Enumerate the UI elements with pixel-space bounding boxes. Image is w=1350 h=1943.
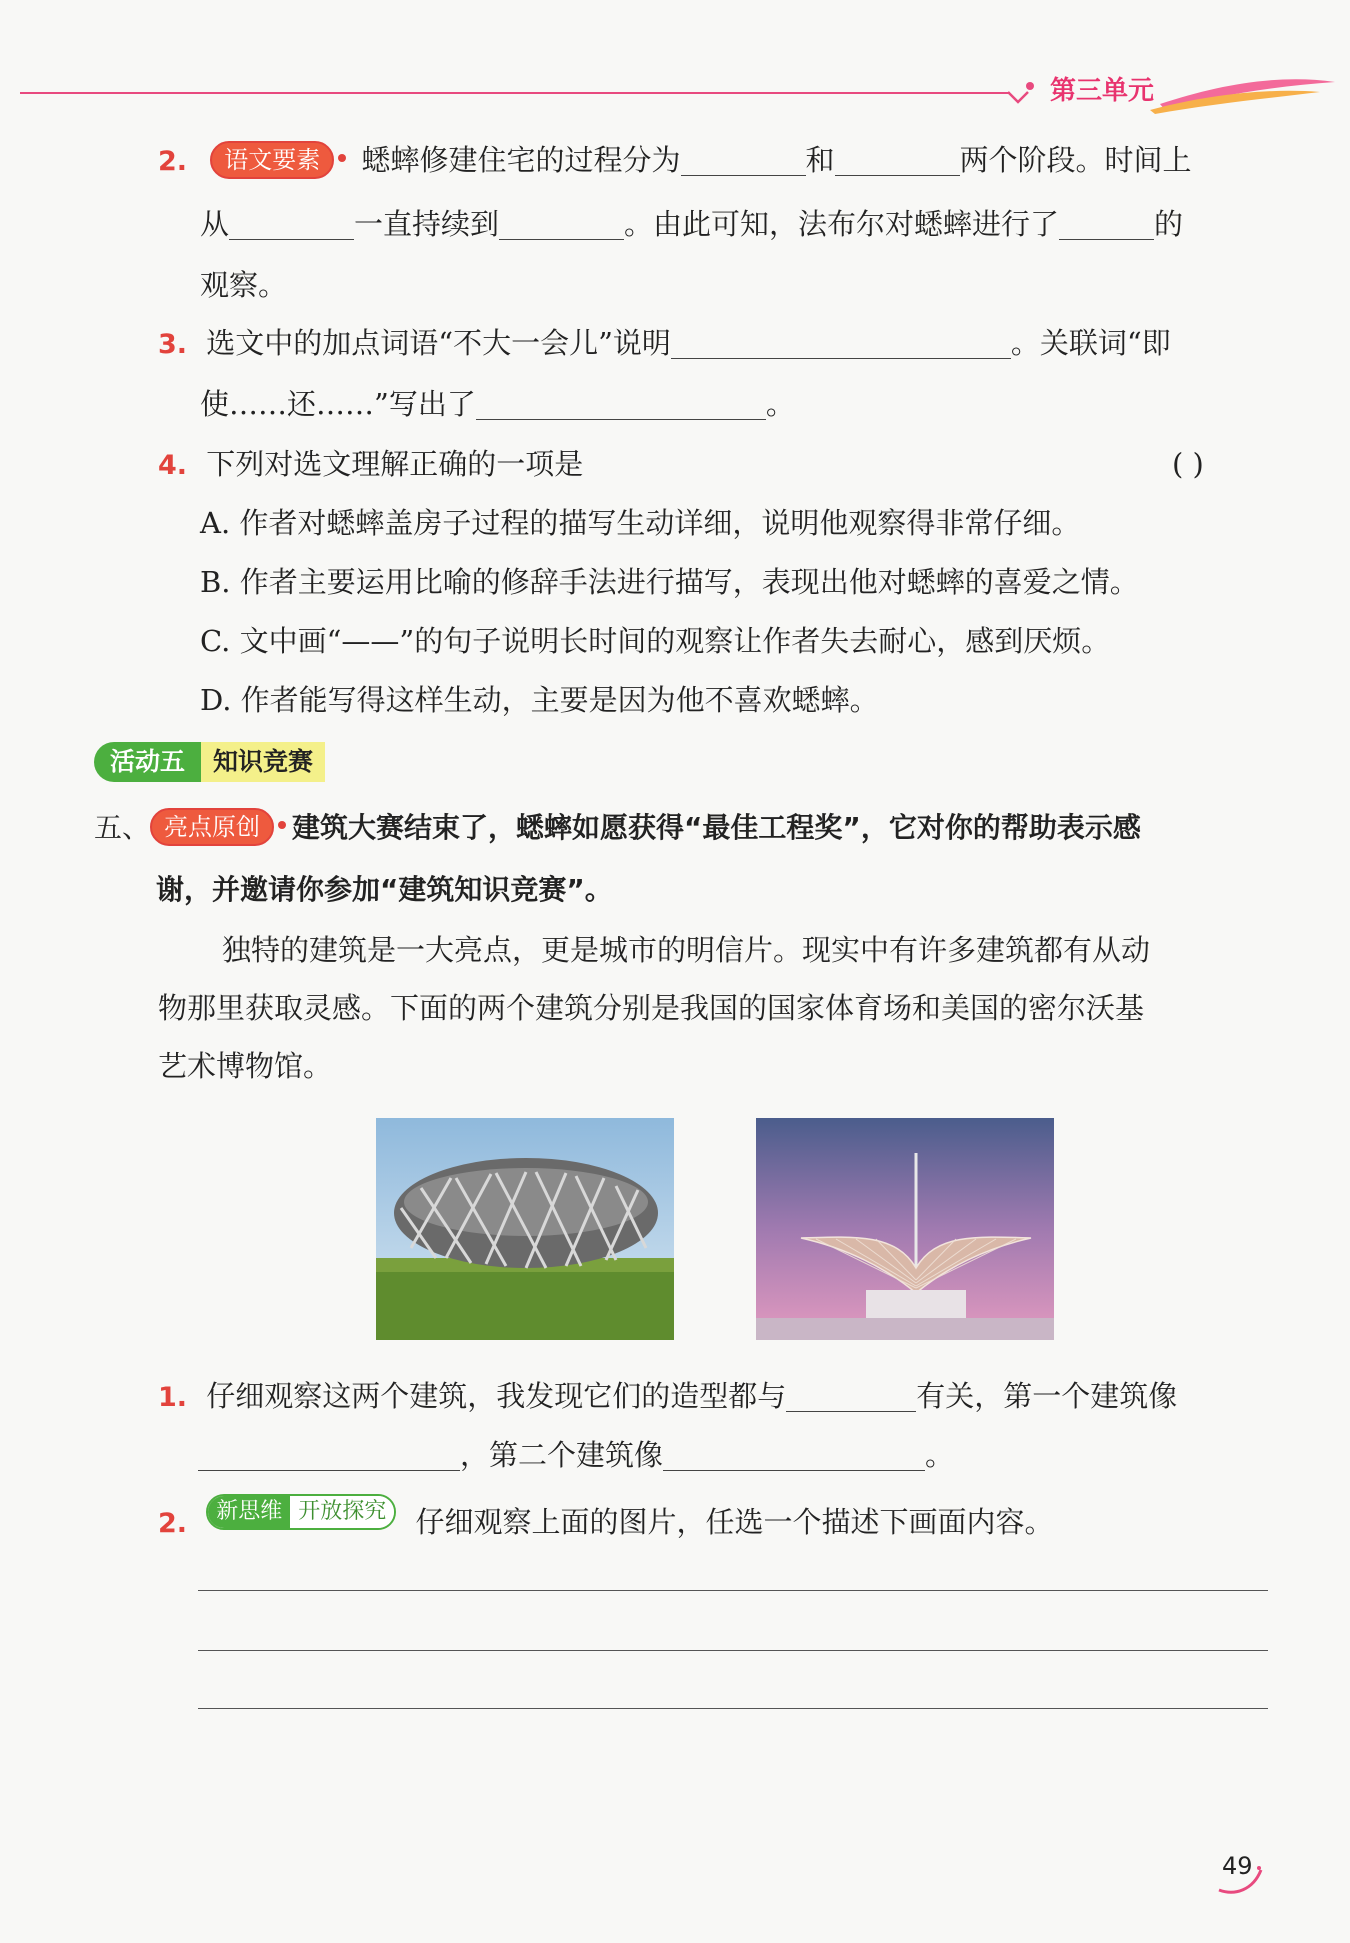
- q2-line2: [200, 204, 1183, 244]
- s5q1-line2: [198, 1435, 954, 1475]
- unit-title: 第三单元: [1050, 76, 1155, 106]
- q3-blank2[interactable]: [476, 389, 766, 420]
- activity-label: 活动五: [94, 742, 201, 782]
- q4-stem: [158, 444, 583, 486]
- s5q1-blank1[interactable]: [786, 1381, 916, 1412]
- header-rule: [20, 92, 1010, 94]
- q2-text4: 从: [200, 207, 230, 241]
- s5q1-line1: [158, 1376, 1177, 1418]
- q2-line1: [158, 140, 1192, 182]
- writing-line-2[interactable]: [198, 1650, 1268, 1651]
- s5q2-number: 2.: [158, 1508, 188, 1539]
- s5q2-tag: [206, 1494, 396, 1530]
- s5q1-blank2[interactable]: [198, 1440, 460, 1471]
- activity-title: 知识竞赛: [201, 742, 325, 782]
- s5-para3: 艺术博物馆。: [158, 1049, 333, 1083]
- q4-answer-paren[interactable]: ( ): [1172, 447, 1204, 481]
- q4-option-b[interactable]: B. 作者主要运用比喻的修辞手法进行描写，表现出他对蟋蟀的喜爱之情。: [200, 565, 1139, 599]
- q4-option-c[interactable]: C. 文中画“——”的句子说明长时间的观察让作者失去耐心，感到厌烦。: [200, 624, 1111, 658]
- q2-text3: 两个阶段。时间上: [959, 143, 1192, 177]
- s5-number: 五、: [94, 811, 151, 844]
- s5q2-tag-sub: 开放探究: [290, 1496, 394, 1528]
- s5q1-number: 1.: [158, 1382, 188, 1413]
- writing-line-1[interactable]: [198, 1590, 1268, 1591]
- s5-line1: [94, 808, 1141, 848]
- q4-number: 4.: [158, 450, 188, 481]
- q2-text5: 一直持续到: [354, 207, 500, 241]
- q3-text2: 。关联词“即: [1010, 326, 1171, 360]
- q2-blank3[interactable]: [229, 209, 354, 240]
- page-number-swoosh-icon: [1215, 1862, 1265, 1896]
- s5-text1: 建筑大赛结束了，蟋蟀如愿获得“最佳工程奖”，它对你的帮助表示感: [292, 811, 1141, 844]
- page-number: 49: [1222, 1852, 1253, 1880]
- s5q2-tag-main: 新思维: [208, 1496, 290, 1528]
- q2-line3: 观察。: [200, 268, 288, 302]
- q2-tag: 语文要素: [210, 141, 334, 179]
- tag-dot-icon: [278, 821, 286, 829]
- q2-blank5[interactable]: [1059, 209, 1154, 240]
- q3-blank1[interactable]: [671, 328, 1011, 359]
- q2-text7: 的: [1154, 207, 1184, 241]
- writing-line-3[interactable]: [198, 1708, 1268, 1709]
- q2-blank2[interactable]: [835, 145, 960, 176]
- tag-dot-icon: [338, 154, 346, 162]
- q3-number: 3.: [158, 329, 188, 360]
- q4-option-d[interactable]: D. 作者能写得这样生动，主要是因为他不喜欢蟋蟀。: [200, 683, 879, 717]
- s5q2-line: [158, 1494, 1054, 1544]
- q4-option-a[interactable]: A. 作者对蟋蟀盖房子过程的描写生动详细，说明他观察得非常仔细。: [200, 506, 1081, 540]
- milwaukee-art-museum-image: [756, 1118, 1054, 1340]
- s5-para2: 物那里获取灵感。下面的两个建筑分别是我国的国家体育场和美国的密尔沃基: [158, 991, 1145, 1025]
- q2-text6: 。由此可知，法布尔对蟋蟀进行了: [624, 207, 1060, 241]
- q3-line1: [158, 323, 1171, 365]
- q2-blank1[interactable]: [681, 145, 806, 176]
- s5q1-text1: 仔细观察这两个建筑，我发现它们的造型都与: [206, 1379, 787, 1413]
- q2-blank4[interactable]: [499, 209, 624, 240]
- q3-text1: 选文中的加点词语“不大一会儿”说明: [206, 326, 671, 360]
- q3-text3: 使……还……”写出了: [200, 387, 476, 421]
- q4-stem-text: 下列对选文理解正确的一项是: [206, 447, 584, 481]
- q3-line2: [200, 384, 795, 424]
- q2-number: 2.: [158, 146, 188, 177]
- s5-para1: 独特的建筑是一大亮点，更是城市的明信片。现实中有许多建筑都有从动: [222, 933, 1151, 967]
- bird-nest-stadium-image: [376, 1118, 674, 1340]
- s5q1-text3: ，第二个建筑像: [460, 1438, 664, 1472]
- s5-line2: 谢，并邀请你参加“建筑知识竞赛”。: [156, 873, 613, 906]
- s5-tag: 亮点原创: [150, 808, 274, 846]
- s5q1-text2: 有关，第一个建筑像: [916, 1379, 1178, 1413]
- q3-text4: 。: [765, 387, 795, 421]
- activity-banner: [94, 742, 325, 782]
- q2-text2: 和: [805, 143, 835, 177]
- q2-text1: 蟋蟀修建住宅的过程分为: [361, 143, 681, 177]
- s5q1-text4: 。: [925, 1438, 955, 1472]
- s5q2-text: 仔细观察上面的图片，任选一个描述下画面内容。: [415, 1505, 1054, 1539]
- s5q1-blank3[interactable]: [663, 1440, 925, 1471]
